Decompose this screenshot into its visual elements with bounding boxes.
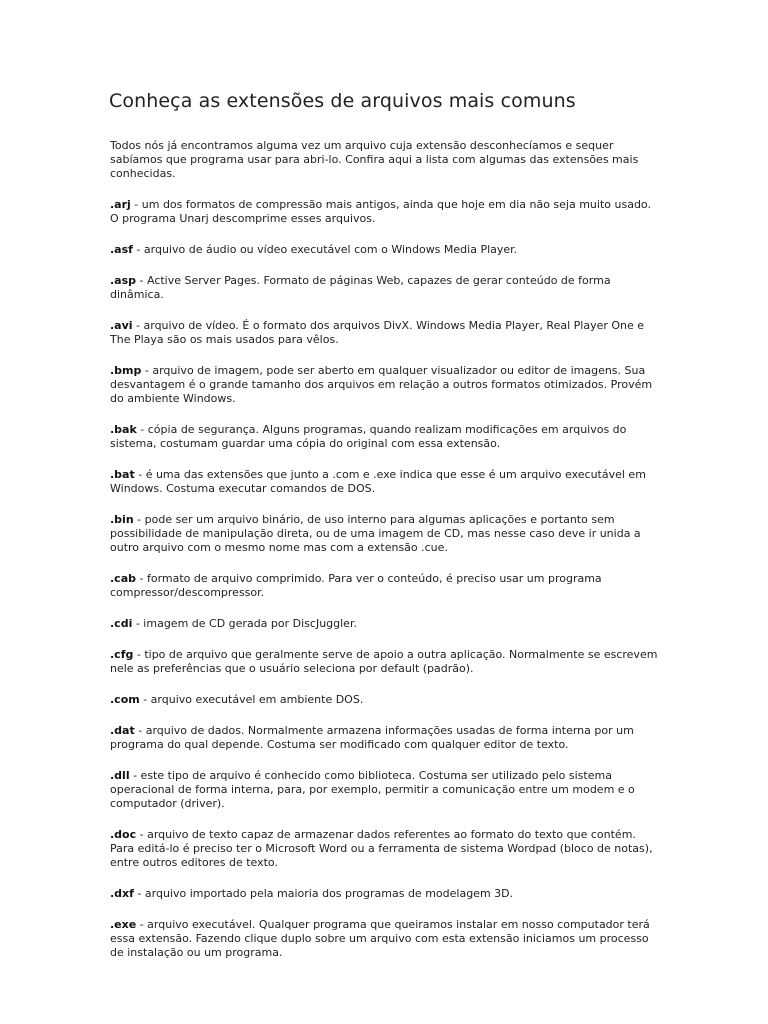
extension-description: - pode ser um arquivo binário, de uso interno para algumas aplicações e portanto sem possibilidade de manipulação direta, ou de uma imagem de CD, mas nesse caso deve ir unida a outro arquivo com o mesmo nome mas com a extensão .cue. bbox=[110, 513, 641, 554]
intro-paragraph: Todos nós já encontramos alguma vez um arquivo cuja extensão desconhecíamos e sequer sabíamos que programa usar para abri-lo. Confira aqui a lista com algumas das extensões mais conhecidas. bbox=[110, 139, 639, 180]
extension-name: .bak bbox=[110, 423, 137, 436]
extension-description: - cópia de segurança. Alguns programas, quando realizam modificações em arquivos do sistema, costumam guardar uma cópia do original com essa extensão. bbox=[110, 423, 627, 450]
extension-name: .arj bbox=[110, 198, 131, 211]
extension-entry bbox=[110, 918, 662, 960]
extension-description: - arquivo de vídeo. É o formato dos arquivos DivX. Windows Media Player, Real Player One e The Playa são os mais usados para vêlos. bbox=[110, 319, 645, 346]
extension-entry bbox=[110, 468, 662, 496]
extension-description: - tipo de arquivo que geralmente serve de apoio a outra aplicação. Normalmente se escrevem nele as preferências que o usuário seleciona por default (padrão). bbox=[110, 648, 658, 675]
extension-description: - arquivo de áudio ou vídeo executável com o Windows Media Player. bbox=[132, 243, 518, 256]
extension-entry bbox=[110, 274, 662, 302]
extension-description: - é uma das extensões que junto a .com e .exe indica que esse é um arquivo executável em Windows. Costuma executar comandos de DOS. bbox=[110, 468, 646, 495]
extension-entry bbox=[110, 243, 662, 257]
extension-description: - arquivo de imagem, pode ser aberto em qualquer visualizador ou editor de imagens. Sua desvantagem é o grande tamanho dos arquivos em relação a outros formatos otimizados. Provém do ambiente Windows. bbox=[110, 364, 653, 405]
extension-name: .dat bbox=[110, 724, 135, 737]
extension-entry bbox=[110, 693, 662, 707]
extension-name: .asf bbox=[110, 243, 133, 256]
extension-description: - arquivo de texto capaz de armazenar dados referentes ao formato do texto que contém. Para editá-lo é preciso ter o Microsoft Word ou a ferramenta de sistema Wordpad (bloco de notas), entre outros editores de texto. bbox=[110, 828, 653, 869]
extension-name: .cab bbox=[110, 572, 136, 585]
extension-description: - um dos formatos de compressão mais antigos, ainda que hoje em dia não seja muito usado. O programa Unarj descomprime esses arquivos. bbox=[110, 198, 651, 225]
extension-description: - este tipo de arquivo é conhecido como biblioteca. Costuma ser utilizado pelo sistema operacional de forma interna, para, por exemplo, permitir a comunicação entre um modem e o computador (driver). bbox=[110, 769, 635, 810]
extension-description: - Active Server Pages. Formato de páginas Web, capazes de gerar conteúdo de forma dinâmica. bbox=[110, 274, 611, 301]
extension-description: - arquivo executável em ambiente DOS. bbox=[139, 693, 364, 706]
page-title: Conheça as extensões de arquivos mais comuns bbox=[109, 90, 576, 112]
extension-name: .doc bbox=[110, 828, 137, 841]
extension-name: .bin bbox=[110, 513, 134, 526]
extension-name: .avi bbox=[110, 319, 133, 332]
extension-entry bbox=[110, 769, 662, 811]
extension-name: .cfg bbox=[110, 648, 134, 661]
extension-description: - imagem de CD gerada por DiscJuggler. bbox=[132, 617, 357, 630]
extension-entry bbox=[110, 828, 662, 870]
extension-description: - arquivo importado pela maioria dos programas de modelagem 3D. bbox=[133, 887, 514, 900]
extension-description: - arquivo de dados. Normalmente armazena informações usadas de forma interna por um programa do qual depende. Costuma ser modificado com qualquer editor de texto. bbox=[110, 724, 634, 751]
extension-description: - arquivo executável. Qualquer programa que queiramos instalar em nosso computador terá essa extensão. Fazendo clique duplo sobre um arquivo com esta extensão iniciamos um processo de instalação ou um programa. bbox=[110, 918, 650, 959]
extension-description: - formato de arquivo comprimido. Para ver o conteúdo, é preciso usar um programa compressor/descompressor. bbox=[110, 572, 602, 599]
extension-entry bbox=[110, 887, 662, 901]
extension-name: .dll bbox=[110, 769, 130, 782]
extension-list bbox=[110, 198, 662, 960]
document-body bbox=[110, 139, 662, 977]
extension-name: .dxf bbox=[110, 887, 134, 900]
extension-entry bbox=[110, 513, 662, 555]
extension-name: .bat bbox=[110, 468, 135, 481]
extension-name: .exe bbox=[110, 918, 137, 931]
extension-name: .com bbox=[110, 693, 140, 706]
extension-entry bbox=[110, 364, 662, 406]
extension-name: .asp bbox=[110, 274, 137, 287]
extension-name: .cdi bbox=[110, 617, 133, 630]
extension-entry bbox=[110, 423, 662, 451]
extension-name: .bmp bbox=[110, 364, 142, 377]
extension-entry bbox=[110, 617, 662, 631]
extension-entry bbox=[110, 198, 662, 226]
extension-entry bbox=[110, 319, 662, 347]
extension-entry bbox=[110, 572, 662, 600]
extension-entry bbox=[110, 724, 662, 752]
extension-entry bbox=[110, 648, 662, 676]
